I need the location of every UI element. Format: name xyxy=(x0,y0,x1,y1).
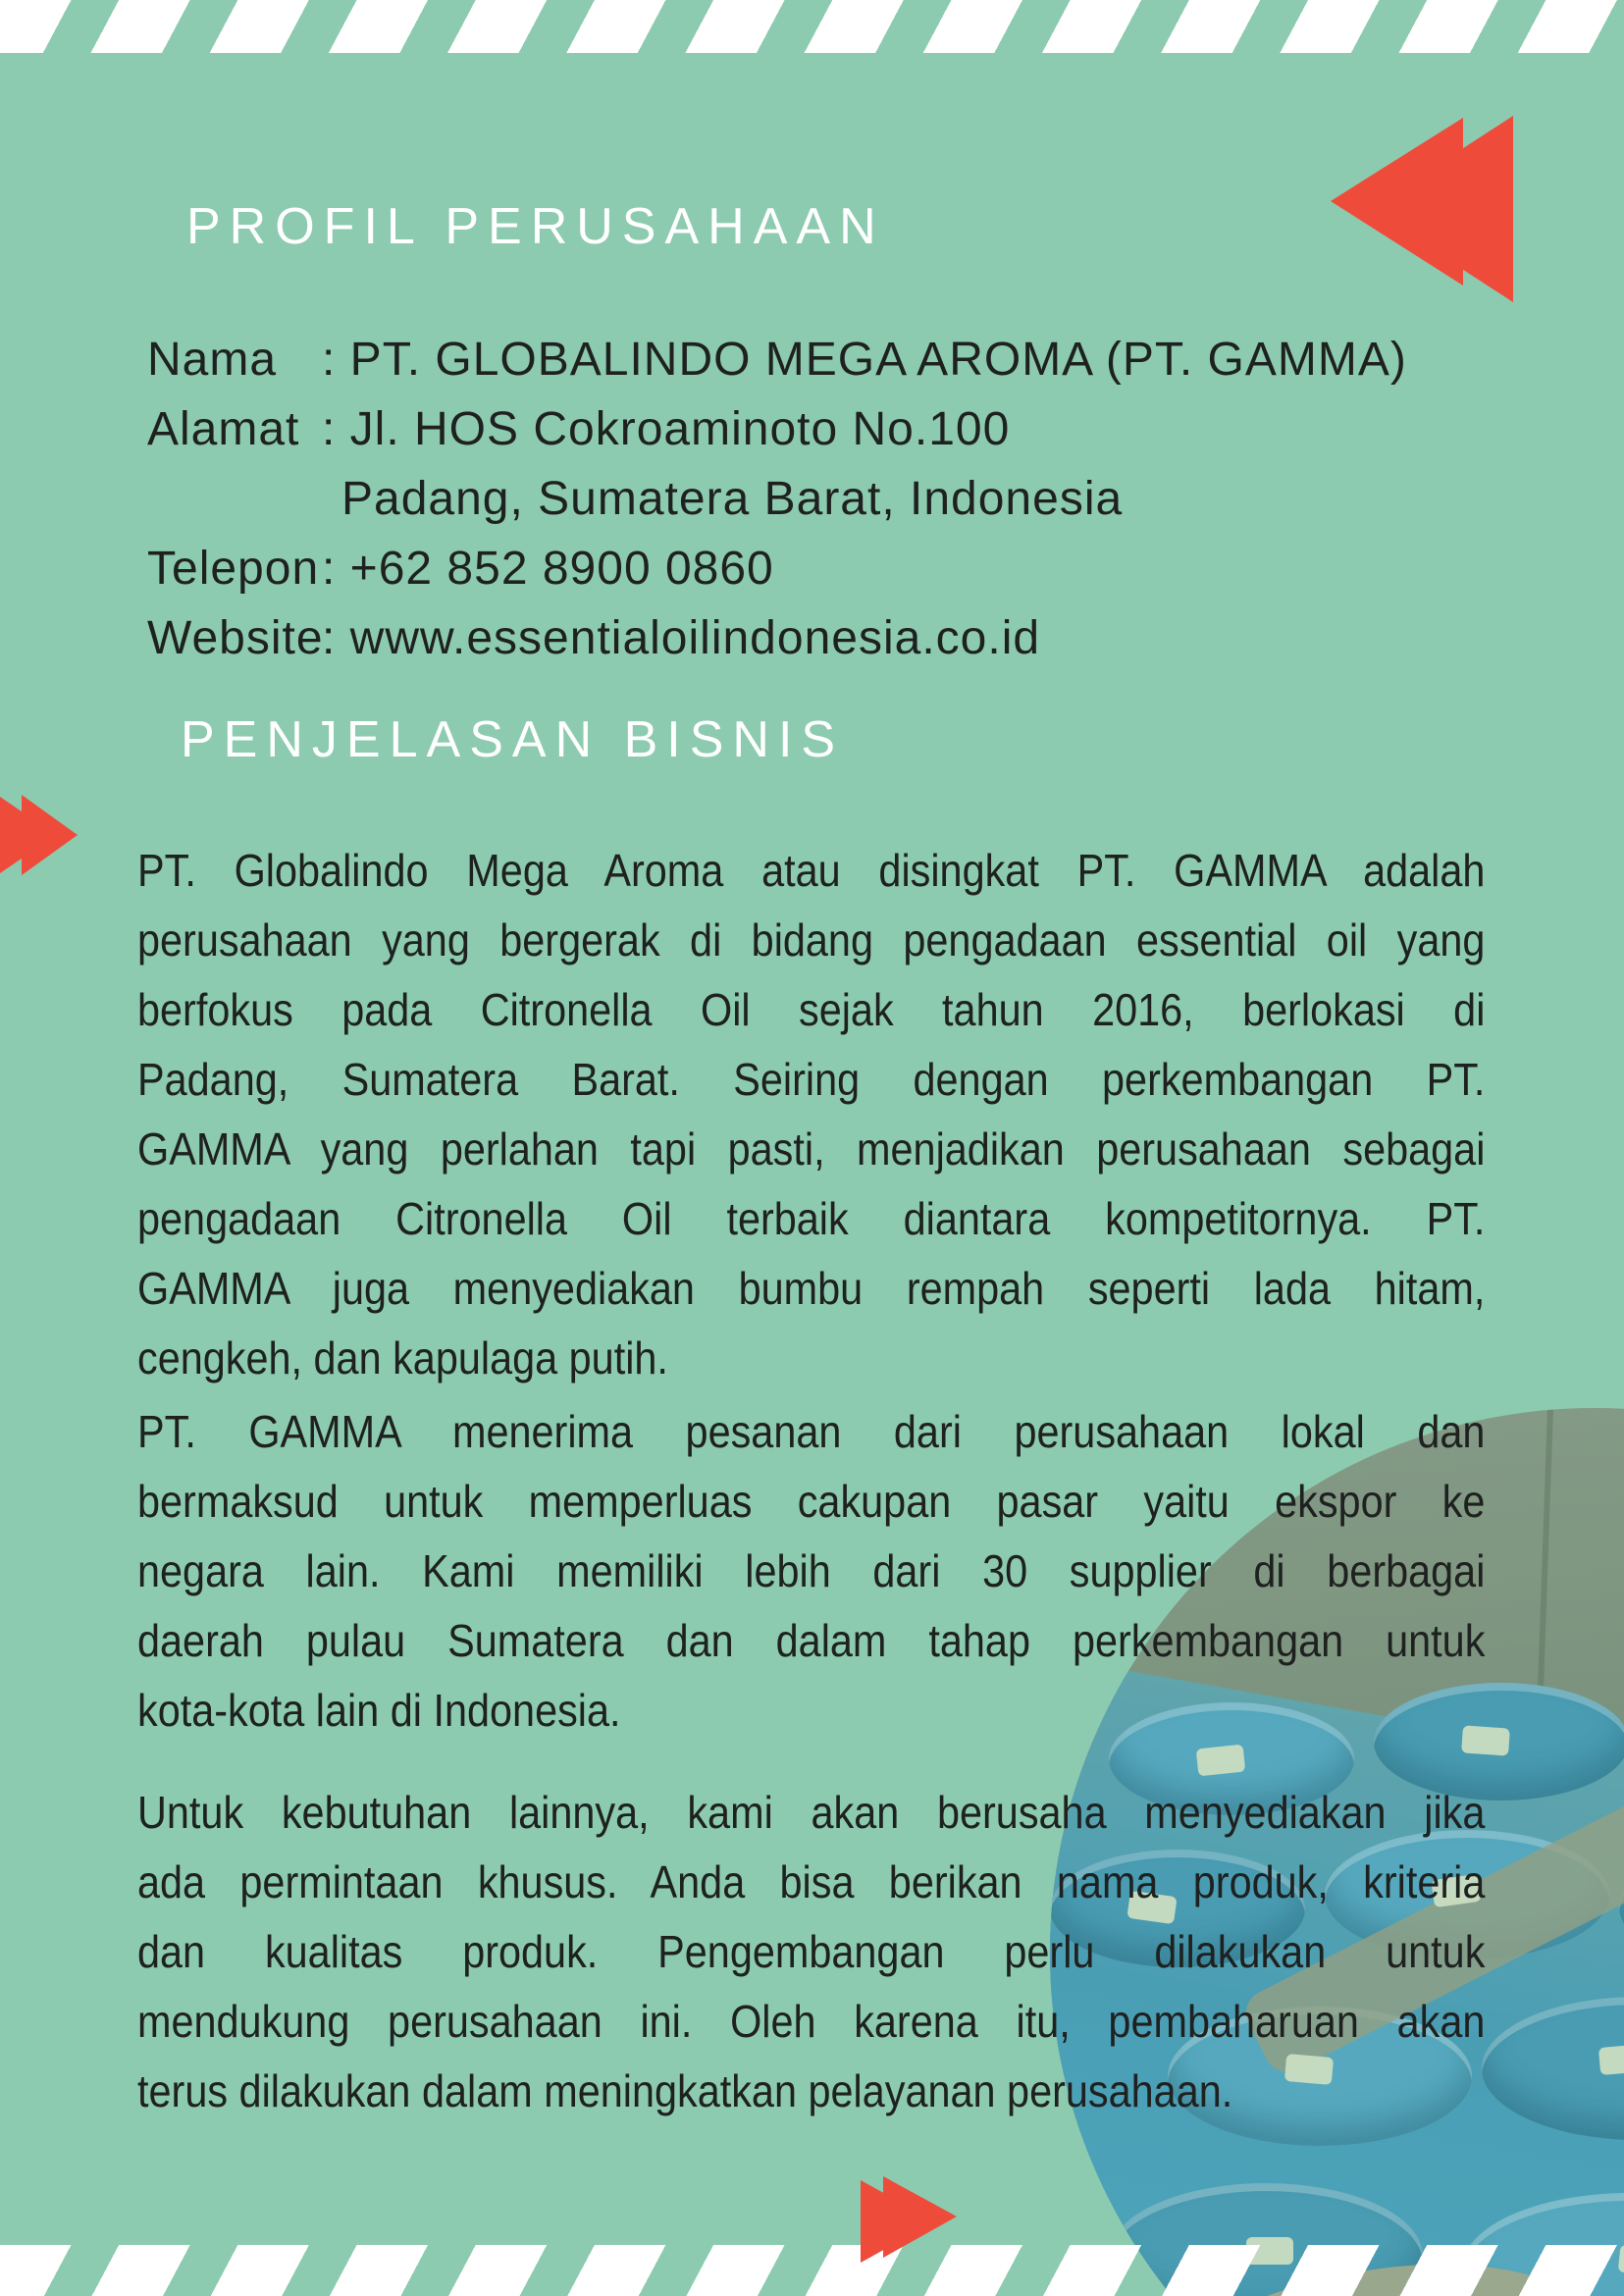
profile-heading-banner xyxy=(147,172,922,282)
paragraph-line: berfokus pada Citronella Oil sejak tahun 2016, berlokasi di xyxy=(137,984,1486,1035)
business-heading-label: PENJELASAN BISNIS xyxy=(181,711,845,768)
forward-arrow-back-icon xyxy=(0,797,56,873)
paragraph-line: Padang, Sumatera Barat. Seiring dengan perkembangan PT. xyxy=(137,1054,1486,1105)
paragraph-line: PT. Globalindo Mega Aroma atau disingkat PT. GAMMA adalah xyxy=(137,845,1486,896)
business-paragraph xyxy=(137,1397,1485,1746)
paragraph-line: terus dilakukan dalam meningkatkan pelayanan perusahaan. xyxy=(137,2065,1233,2116)
business-heading-banner xyxy=(141,687,915,793)
info-label: Telepon xyxy=(147,543,320,595)
info-value: : +62 852 8900 0860 xyxy=(322,543,774,595)
info-value: : PT. GLOBALINDO MEGA AROMA (PT. GAMMA) xyxy=(322,334,1407,386)
info-row xyxy=(147,325,1541,394)
paragraph-line: perusahaan yang bergerak di bidang pengadaan essential oil yang xyxy=(137,914,1486,965)
forward-arrow-front-icon xyxy=(22,795,78,875)
info-label: Nama xyxy=(147,334,278,386)
paragraph-line: cengkeh, dan kapulaga putih. xyxy=(137,1332,668,1383)
paragraph-line: bermaksud untuk memperluas cakupan pasar yaitu ekspor ke xyxy=(137,1476,1486,1527)
bottom-stripe-border xyxy=(0,2245,1624,2296)
paragraph-line: kota-kota lain di Indonesia. xyxy=(137,1685,621,1736)
info-row xyxy=(147,394,1541,534)
rewind-arrow-front-icon xyxy=(1331,118,1463,286)
top-stripe-border xyxy=(0,0,1624,53)
business-paragraph xyxy=(137,1778,1485,2126)
paragraph-line: PT. GAMMA menerima pesanan dari perusahaan lokal dan xyxy=(137,1406,1486,1457)
profile-heading-label: PROFIL PERUSAHAAN xyxy=(186,198,885,255)
paragraph-line: dan kualitas produk. Pengembangan perlu dilakukan untuk xyxy=(137,1926,1486,1977)
paragraph-line: daerah pulau Sumatera dan dalam tahap perkembangan untuk xyxy=(137,1615,1486,1666)
company-info-list xyxy=(147,325,1541,673)
rewind-arrow-back-icon xyxy=(1370,116,1513,302)
paragraph-line: GAMMA juga menyediakan bumbu rempah seperti lada hitam, xyxy=(137,1263,1486,1314)
info-value: : www.essentialoilindonesia.co.id xyxy=(322,612,1041,664)
info-row xyxy=(147,534,1541,603)
paragraph-line: GAMMA yang perlahan tapi pasti, menjadikan perusahaan sebagai xyxy=(137,1123,1486,1174)
info-value-line2: Padang, Sumatera Barat, Indonesia xyxy=(341,473,1124,525)
business-paragraph xyxy=(137,836,1485,1393)
info-value: : Jl. HOS Cokroaminoto No.100 Padang, Sumatera Barat, Indonesia xyxy=(322,394,1541,534)
paragraph-line: pengadaan Citronella Oil terbaik diantara kompetitornya. PT. xyxy=(137,1193,1486,1244)
info-label: Alamat xyxy=(147,403,300,455)
info-label: Website xyxy=(147,612,324,664)
info-row xyxy=(147,603,1541,673)
paragraph-line: Untuk kebutuhan lainnya, kami akan berusaha menyediakan jika xyxy=(137,1787,1486,1838)
paragraph-line: negara lain. Kami memiliki lebih dari 30 supplier di berbagai xyxy=(137,1545,1486,1596)
paragraph-line: ada permintaan khusus. Anda bisa berikan nama produk, kriteria xyxy=(137,1856,1486,1907)
paragraph-line: mendukung perusahaan ini. Oleh karena itu, pembaharuan akan xyxy=(137,1996,1486,2047)
